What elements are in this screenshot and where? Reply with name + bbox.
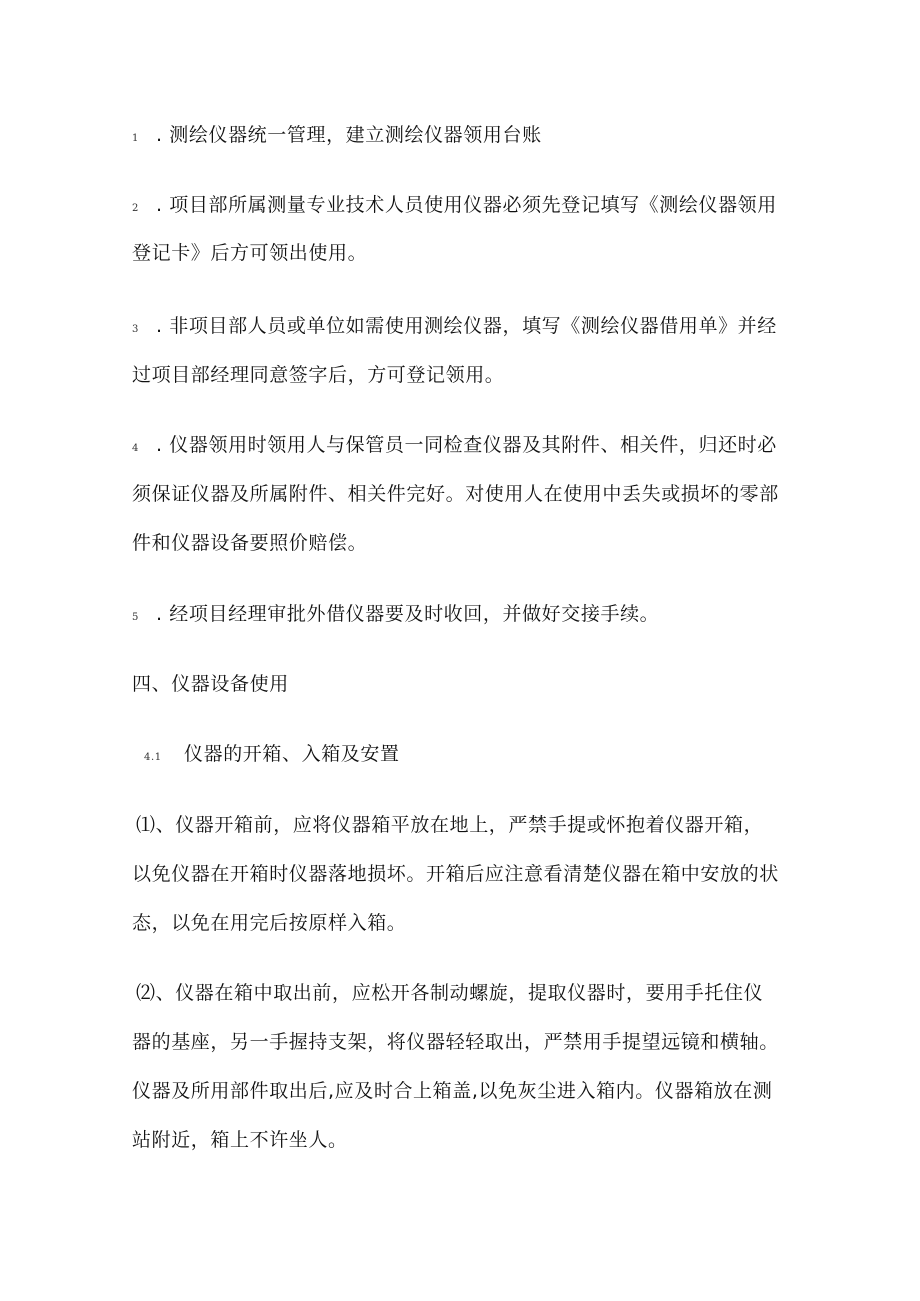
paragraph-2-line: 仪器及所用部件取出后,应及时合上箱盖,以免灰尘进入箱内。仪器箱放在测 <box>132 1080 773 1102</box>
item-number: 1 <box>132 133 139 144</box>
list-item-4-continuation: 须保证仪器及所属附件、相关件完好。对使用人在使用中丢失或损坏的零部 <box>132 483 779 505</box>
paragraph-2-line: 器的基座，另一手握持支架，将仪器轻轻取出，严禁用手提望远镜和横轴。 <box>132 1031 779 1053</box>
item-number: 2 <box>132 203 139 214</box>
list-item-2 <box>132 193 777 221</box>
paragraph-2-line: 站附近，箱上不许坐人。 <box>132 1129 348 1151</box>
item-text: . 项目部所属测量专业技术人员使用仪器必须先登记填写《测绘仪器领用 <box>156 194 777 216</box>
item-text: . 经项目经理审批外借仪器要及时收回，并做好交接手续。 <box>156 603 660 625</box>
paragraph-2-line: ⑵、仪器在箱中取出前，应松开各制动螺旋，提取仪器时，要用手托住仪 <box>136 982 764 1004</box>
list-item-4-continuation: 件和仪器设备要照价赔偿。 <box>132 532 368 554</box>
list-item-4 <box>132 433 777 461</box>
list-item-1 <box>132 123 542 151</box>
item-text: . 非项目部人员或单位如需使用测绘仪器，填写《测绘仪器借用单》并经 <box>156 315 777 337</box>
paragraph-1-line: 以免仪器在开箱时仪器落地损坏。开箱后应注意看清楚仪器在箱中安放的状 <box>132 863 779 885</box>
subsection-heading <box>144 742 400 770</box>
item-number: 4 <box>132 443 139 454</box>
item-number: 5 <box>132 612 139 623</box>
item-text: . 仪器领用时领用人与保管员一同检查仪器及其附件、相关件，归还时必 <box>156 434 777 456</box>
paragraph-1-line: ⑴、仪器开箱前，应将仪器箱平放在地上，严禁手提或怀抱着仪器开箱， <box>136 814 764 836</box>
list-item-3 <box>132 314 777 342</box>
subsection-number: 4.1 <box>144 752 162 763</box>
list-item-2-continuation: 登记卡》后方可领出使用。 <box>132 242 368 264</box>
item-number: 3 <box>132 324 139 335</box>
paragraph-1-line: 态，以免在用完后按原样入箱。 <box>132 912 407 934</box>
subsection-title: 仪器的开箱、入箱及安置 <box>184 743 400 765</box>
list-item-5 <box>132 602 659 630</box>
list-item-3-continuation: 过项目部经理同意签字后，方可登记领用。 <box>132 364 505 386</box>
item-text: . 测绘仪器统一管理，建立测绘仪器领用台账 <box>156 124 542 146</box>
section-heading: 四、仪器设备使用 <box>132 673 289 695</box>
